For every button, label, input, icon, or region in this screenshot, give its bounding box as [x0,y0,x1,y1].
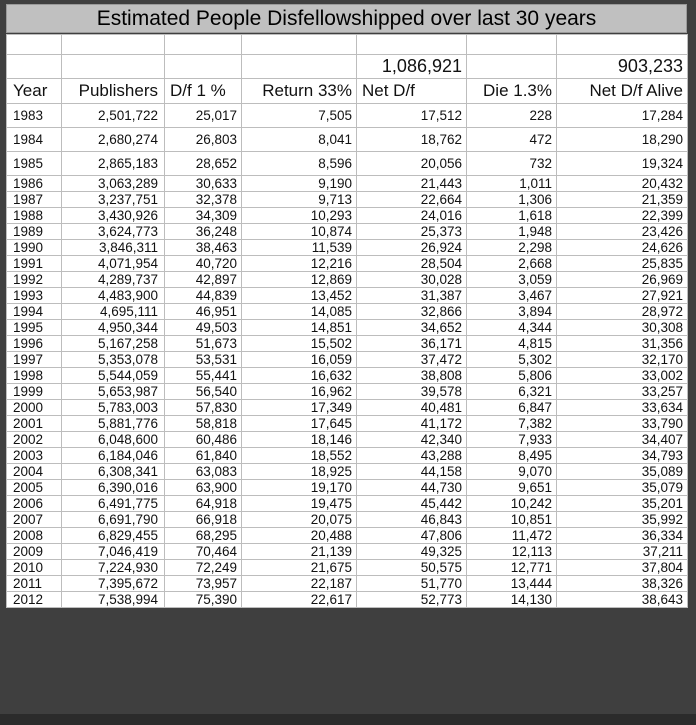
net-df-alive-cell[interactable]: 37,211 [557,544,688,560]
net-df-cell[interactable]: 18,762 [357,128,467,152]
table-row [7,512,688,528]
publishers-cell[interactable]: 2,680,274 [62,128,165,152]
publishers-cell[interactable]: 6,691,790 [62,512,165,528]
df-percent-cell[interactable]: 49,503 [165,320,242,336]
net-df-alive-cell[interactable]: 31,356 [557,336,688,352]
table-row [7,128,688,152]
df-percent-cell[interactable]: 25,017 [165,104,242,128]
window-bottom-edge [0,714,696,725]
cell[interactable] [7,55,62,79]
year-cell[interactable]: 1993 [7,288,62,304]
year-cell[interactable]: 1990 [7,240,62,256]
die-cell[interactable]: 472 [467,128,557,152]
totals-row [7,55,688,79]
publishers-cell[interactable]: 5,653,987 [62,384,165,400]
return-cell[interactable]: 12,216 [242,256,357,272]
df-percent-cell[interactable]: 61,840 [165,448,242,464]
return-cell[interactable]: 17,645 [242,416,357,432]
net-df-alive-cell[interactable]: 25,835 [557,256,688,272]
return-cell[interactable]: 20,075 [242,512,357,528]
die-cell[interactable]: 14,130 [467,592,557,608]
die-cell[interactable]: 5,302 [467,352,557,368]
publishers-cell[interactable]: 4,695,111 [62,304,165,320]
publishers-cell[interactable]: 7,538,994 [62,592,165,608]
net-df-cell[interactable]: 32,866 [357,304,467,320]
df-percent-cell[interactable]: 28,652 [165,152,242,176]
year-cell[interactable]: 2007 [7,512,62,528]
year-cell[interactable]: 2006 [7,496,62,512]
net-df-cell[interactable]: 52,773 [357,592,467,608]
publishers-cell[interactable]: 3,624,773 [62,224,165,240]
net-df-cell[interactable]: 39,578 [357,384,467,400]
die-cell[interactable]: 12,113 [467,544,557,560]
table-row [7,400,688,416]
cell[interactable] [165,35,242,55]
return-cell[interactable]: 19,475 [242,496,357,512]
table-row [7,448,688,464]
year-cell[interactable]: 1985 [7,152,62,176]
table-row [7,384,688,400]
die-cell[interactable]: 3,059 [467,272,557,288]
return-cell[interactable]: 19,170 [242,480,357,496]
net-df-alive-cell[interactable]: 24,626 [557,240,688,256]
publishers-cell[interactable]: 6,048,600 [62,432,165,448]
header-return[interactable]: Return 33% [242,79,357,104]
net-df-cell[interactable]: 26,924 [357,240,467,256]
publishers-cell[interactable]: 4,071,954 [62,256,165,272]
cell[interactable] [165,55,242,79]
die-cell[interactable]: 2,298 [467,240,557,256]
return-cell[interactable]: 14,851 [242,320,357,336]
df-percent-cell[interactable]: 73,957 [165,576,242,592]
net-df-cell[interactable]: 46,843 [357,512,467,528]
publishers-cell[interactable]: 7,224,930 [62,560,165,576]
header-df-percent[interactable]: D/f 1 % [165,79,242,104]
year-cell[interactable]: 2004 [7,464,62,480]
die-cell[interactable]: 12,771 [467,560,557,576]
return-cell[interactable]: 9,190 [242,176,357,192]
die-cell[interactable]: 11,472 [467,528,557,544]
net-df-cell[interactable]: 41,172 [357,416,467,432]
year-cell[interactable]: 1988 [7,208,62,224]
net-df-alive-cell[interactable]: 30,308 [557,320,688,336]
table-row [7,416,688,432]
cell[interactable] [62,55,165,79]
publishers-cell[interactable]: 7,046,419 [62,544,165,560]
die-cell[interactable]: 3,467 [467,288,557,304]
net-df-alive-cell[interactable]: 35,992 [557,512,688,528]
cell[interactable] [242,55,357,79]
die-cell[interactable]: 7,933 [467,432,557,448]
header-net-df-alive[interactable]: Net D/f Alive [557,79,688,104]
return-cell[interactable]: 18,552 [242,448,357,464]
table-row [7,544,688,560]
year-cell[interactable]: 2012 [7,592,62,608]
df-percent-cell[interactable]: 30,633 [165,176,242,192]
publishers-cell[interactable]: 7,395,672 [62,576,165,592]
cell[interactable] [242,35,357,55]
return-cell[interactable]: 20,488 [242,528,357,544]
table-row [7,592,688,608]
blank-row [7,35,688,55]
year-cell[interactable]: 1996 [7,336,62,352]
publishers-cell[interactable]: 2,865,183 [62,152,165,176]
net-df-cell[interactable]: 24,016 [357,208,467,224]
year-cell[interactable]: 1997 [7,352,62,368]
header-net-df[interactable]: Net D/f [357,79,467,104]
net-df-cell[interactable]: 44,730 [357,480,467,496]
die-cell[interactable]: 4,344 [467,320,557,336]
net-df-cell[interactable]: 45,442 [357,496,467,512]
publishers-cell[interactable]: 3,846,311 [62,240,165,256]
table-row [7,104,688,128]
publishers-cell[interactable]: 5,167,258 [62,336,165,352]
sheet-title: Estimated People Disfellowshipped over last 30 years [6,4,687,33]
table-row [7,176,688,192]
publishers-cell[interactable]: 6,390,016 [62,480,165,496]
return-cell[interactable]: 8,596 [242,152,357,176]
net-df-alive-cell[interactable]: 34,793 [557,448,688,464]
df-percent-cell[interactable]: 56,540 [165,384,242,400]
publishers-cell[interactable]: 6,491,775 [62,496,165,512]
table-row [7,192,688,208]
header-publishers[interactable]: Publishers [62,79,165,104]
net-df-cell[interactable]: 25,373 [357,224,467,240]
publishers-cell[interactable]: 5,544,059 [62,368,165,384]
die-cell[interactable]: 8,495 [467,448,557,464]
df-percent-cell[interactable]: 63,900 [165,480,242,496]
publishers-cell[interactable]: 2,501,722 [62,104,165,128]
die-cell[interactable]: 13,444 [467,576,557,592]
die-cell[interactable]: 3,894 [467,304,557,320]
table-row [7,576,688,592]
df-percent-cell[interactable]: 75,390 [165,592,242,608]
die-cell[interactable]: 1,306 [467,192,557,208]
year-cell[interactable]: 2011 [7,576,62,592]
net-df-cell[interactable]: 36,171 [357,336,467,352]
die-cell[interactable]: 2,668 [467,256,557,272]
publishers-cell[interactable]: 5,783,003 [62,400,165,416]
table-row [7,224,688,240]
year-cell[interactable]: 1999 [7,384,62,400]
return-cell[interactable]: 17,349 [242,400,357,416]
df-percent-cell[interactable]: 46,951 [165,304,242,320]
table-row [7,288,688,304]
df-percent-cell[interactable]: 36,248 [165,224,242,240]
table-row [7,304,688,320]
year-cell[interactable]: 1992 [7,272,62,288]
year-cell[interactable]: 2001 [7,416,62,432]
year-cell[interactable]: 1989 [7,224,62,240]
publishers-cell[interactable]: 3,063,289 [62,176,165,192]
return-cell[interactable]: 16,632 [242,368,357,384]
net-df-cell[interactable]: 30,028 [357,272,467,288]
die-cell[interactable]: 10,851 [467,512,557,528]
year-cell[interactable]: 2005 [7,480,62,496]
die-cell[interactable]: 10,242 [467,496,557,512]
table-row [7,560,688,576]
df-percent-cell[interactable]: 32,378 [165,192,242,208]
table-row [7,208,688,224]
df-percent-cell[interactable]: 26,803 [165,128,242,152]
net-df-cell[interactable]: 44,158 [357,464,467,480]
net-df-cell[interactable]: 37,472 [357,352,467,368]
net-df-cell[interactable]: 22,664 [357,192,467,208]
die-cell[interactable]: 732 [467,152,557,176]
return-cell[interactable]: 7,505 [242,104,357,128]
table-row [7,152,688,176]
die-cell[interactable]: 6,321 [467,384,557,400]
net-df-alive-cell[interactable]: 27,921 [557,288,688,304]
df-percent-cell[interactable]: 64,918 [165,496,242,512]
net-df-alive-cell[interactable]: 35,089 [557,464,688,480]
net-df-cell[interactable]: 50,575 [357,560,467,576]
df-percent-cell[interactable]: 70,464 [165,544,242,560]
df-percent-cell[interactable]: 58,818 [165,416,242,432]
net-df-alive-cell[interactable]: 19,324 [557,152,688,176]
df-percent-cell[interactable]: 72,249 [165,560,242,576]
return-cell[interactable]: 18,925 [242,464,357,480]
return-cell[interactable]: 10,874 [242,224,357,240]
table-row [7,320,688,336]
die-cell[interactable]: 9,651 [467,480,557,496]
net-df-alive-cell[interactable]: 35,201 [557,496,688,512]
df-percent-cell[interactable]: 57,830 [165,400,242,416]
net-df-alive-cell[interactable]: 23,426 [557,224,688,240]
die-cell[interactable]: 4,815 [467,336,557,352]
table-row [7,496,688,512]
net-df-cell[interactable]: 40,481 [357,400,467,416]
net-df-alive-cell[interactable]: 33,257 [557,384,688,400]
net-df-cell[interactable]: 38,808 [357,368,467,384]
net-df-alive-cell[interactable]: 18,290 [557,128,688,152]
return-cell[interactable]: 22,187 [242,576,357,592]
table-row [7,528,688,544]
net-df-alive-cell[interactable]: 21,359 [557,192,688,208]
year-cell[interactable]: 2010 [7,560,62,576]
net-df-cell[interactable]: 42,340 [357,432,467,448]
return-cell[interactable]: 8,041 [242,128,357,152]
net-df-alive-cell[interactable]: 36,334 [557,528,688,544]
die-cell[interactable]: 1,011 [467,176,557,192]
net-df-cell[interactable]: 34,652 [357,320,467,336]
cell[interactable] [467,55,557,79]
df-percent-cell[interactable]: 34,309 [165,208,242,224]
year-cell[interactable]: 2008 [7,528,62,544]
df-percent-cell[interactable]: 53,531 [165,352,242,368]
net-df-alive-cell[interactable]: 33,002 [557,368,688,384]
publishers-cell[interactable]: 6,184,046 [62,448,165,464]
year-cell[interactable]: 2009 [7,544,62,560]
df-percent-cell[interactable]: 38,463 [165,240,242,256]
cell[interactable] [357,35,467,55]
die-cell[interactable]: 1,948 [467,224,557,240]
publishers-cell[interactable]: 6,829,455 [62,528,165,544]
die-cell[interactable]: 1,618 [467,208,557,224]
net-df-total[interactable]: 1,086,921 [357,55,467,79]
spreadsheet-grid [6,34,687,608]
die-cell[interactable]: 7,382 [467,416,557,432]
net-df-alive-cell[interactable]: 22,399 [557,208,688,224]
return-cell[interactable]: 13,452 [242,288,357,304]
year-cell[interactable]: 2000 [7,400,62,416]
df-percent-cell[interactable]: 66,918 [165,512,242,528]
publishers-cell[interactable]: 4,483,900 [62,288,165,304]
table-row [7,368,688,384]
return-cell[interactable]: 18,146 [242,432,357,448]
year-cell[interactable]: 1984 [7,128,62,152]
year-cell[interactable]: 1994 [7,304,62,320]
table-row [7,256,688,272]
return-cell[interactable]: 10,293 [242,208,357,224]
return-cell[interactable]: 14,085 [242,304,357,320]
year-cell[interactable]: 1986 [7,176,62,192]
cell[interactable] [62,35,165,55]
net-df-cell[interactable]: 31,387 [357,288,467,304]
df-percent-cell[interactable]: 42,897 [165,272,242,288]
return-cell[interactable]: 21,139 [242,544,357,560]
net-df-alive-cell[interactable]: 17,284 [557,104,688,128]
return-cell[interactable]: 16,962 [242,384,357,400]
net-df-alive-cell[interactable]: 34,407 [557,432,688,448]
net-df-cell[interactable]: 43,288 [357,448,467,464]
return-cell[interactable]: 11,539 [242,240,357,256]
df-percent-cell[interactable]: 55,441 [165,368,242,384]
year-cell[interactable]: 1983 [7,104,62,128]
net-df-alive-cell[interactable]: 38,643 [557,592,688,608]
table-row [7,480,688,496]
net-df-alive-cell[interactable]: 33,634 [557,400,688,416]
net-df-alive-cell[interactable]: 26,969 [557,272,688,288]
net-df-cell[interactable]: 17,512 [357,104,467,128]
table-row [7,464,688,480]
year-cell[interactable]: 1998 [7,368,62,384]
return-cell[interactable]: 22,617 [242,592,357,608]
header-die[interactable]: Die 1.3% [467,79,557,104]
net-df-cell[interactable]: 28,504 [357,256,467,272]
net-df-cell[interactable]: 49,325 [357,544,467,560]
df-percent-cell[interactable]: 63,083 [165,464,242,480]
df-percent-cell[interactable]: 40,720 [165,256,242,272]
table-row [7,432,688,448]
die-cell[interactable]: 9,070 [467,464,557,480]
df-percent-cell[interactable]: 60,486 [165,432,242,448]
year-cell[interactable]: 2002 [7,432,62,448]
header-year[interactable]: Year [7,79,62,104]
net-df-alive-cell[interactable]: 38,326 [557,576,688,592]
publishers-cell[interactable]: 4,950,344 [62,320,165,336]
publishers-cell[interactable]: 5,881,776 [62,416,165,432]
publishers-cell[interactable]: 6,308,341 [62,464,165,480]
net-df-alive-cell[interactable]: 37,804 [557,560,688,576]
df-percent-cell[interactable]: 44,839 [165,288,242,304]
publishers-cell[interactable]: 3,430,926 [62,208,165,224]
table-row [7,336,688,352]
table-row [7,240,688,256]
net-df-alive-cell[interactable]: 35,079 [557,480,688,496]
year-cell[interactable]: 1987 [7,192,62,208]
cell[interactable] [557,35,688,55]
publishers-cell[interactable]: 3,237,751 [62,192,165,208]
net-df-cell[interactable]: 47,806 [357,528,467,544]
cell[interactable] [467,35,557,55]
net-df-alive-cell[interactable]: 33,790 [557,416,688,432]
return-cell[interactable]: 15,502 [242,336,357,352]
return-cell[interactable]: 9,713 [242,192,357,208]
header-row [7,79,688,104]
net-df-cell[interactable]: 20,056 [357,152,467,176]
table-row [7,272,688,288]
year-cell[interactable]: 1991 [7,256,62,272]
die-cell[interactable]: 6,847 [467,400,557,416]
table-row [7,352,688,368]
net-df-cell[interactable]: 51,770 [357,576,467,592]
return-cell[interactable]: 21,675 [242,560,357,576]
return-cell[interactable]: 12,869 [242,272,357,288]
net-df-alive-cell[interactable]: 28,972 [557,304,688,320]
net-df-cell[interactable]: 21,443 [357,176,467,192]
return-cell[interactable]: 16,059 [242,352,357,368]
year-cell[interactable]: 2003 [7,448,62,464]
publishers-cell[interactable]: 4,289,737 [62,272,165,288]
df-percent-cell[interactable]: 68,295 [165,528,242,544]
die-cell[interactable]: 228 [467,104,557,128]
disfellowship-table [6,34,688,608]
die-cell[interactable]: 5,806 [467,368,557,384]
net-df-alive-cell[interactable]: 20,432 [557,176,688,192]
year-cell[interactable]: 1995 [7,320,62,336]
net-df-alive-cell[interactable]: 32,170 [557,352,688,368]
net-df-alive-total[interactable]: 903,233 [557,55,688,79]
df-percent-cell[interactable]: 51,673 [165,336,242,352]
publishers-cell[interactable]: 5,353,078 [62,352,165,368]
cell[interactable] [7,35,62,55]
